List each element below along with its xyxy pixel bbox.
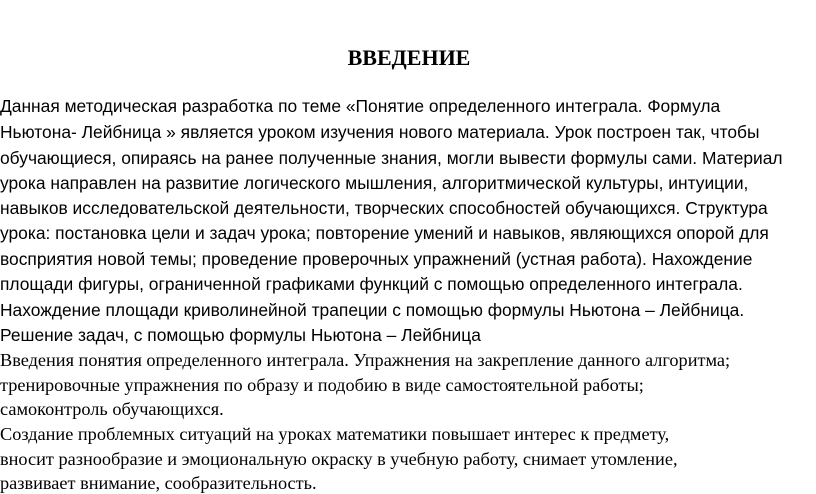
text-line: урока: постановка цели и задач урока; повторение умений и навыков, являющихся опорой для bbox=[0, 223, 769, 243]
text-line: обучающиеся, опираясь на ранее полученные знания, могли вывести формулы сами. Материал bbox=[0, 148, 783, 168]
text-line: Данная методическая разработка по теме «Понятие определенного интеграла. Формула bbox=[0, 96, 721, 116]
text-line: урока направлен на развитие логического мышления, алгоритмической культуры, интуиции, bbox=[0, 173, 749, 193]
text-line: Нахождение площади криволинейной трапеции с помощью формулы Ньютона – Лейбница. bbox=[0, 300, 745, 320]
text-line: площади фигуры, ограниченной графиками функций с помощью определенного интеграла. bbox=[0, 274, 743, 294]
text-line: самоконтроль обучающихся. bbox=[0, 399, 224, 419]
text-line: восприятия новой темы; проведение проверочных упражнений (устная работа). Нахождение bbox=[0, 249, 753, 269]
text-line: Введения понятия определенного интеграла. Упражнения на закрепление данного алгоритма; bbox=[0, 350, 731, 370]
text-line: Ньютона- Лейбница » является уроком изучения нового материала. Урок построен так, чтобы bbox=[0, 122, 760, 142]
text-line: вносит разнообразие и эмоциональную окраску в учебную работу, снимает утомление, bbox=[0, 449, 678, 469]
text-line: развивает внимание, сообразительность. bbox=[0, 473, 317, 493]
page-title: ВВЕДЕНИЕ bbox=[347, 45, 471, 70]
text-line: тренировочные упражнения по образу и подобию в виде самостоятельной работы; bbox=[0, 375, 644, 395]
text-line: навыков исследовательской деятельности, творческих способностей обучающихся. Структура bbox=[0, 198, 768, 218]
text-line: Решение задач, с помощью формулы Ньютона – Лейбница bbox=[0, 325, 481, 345]
text-line: Создание проблемных ситуаций на уроках математики повышает интерес к предмету, bbox=[0, 424, 670, 444]
